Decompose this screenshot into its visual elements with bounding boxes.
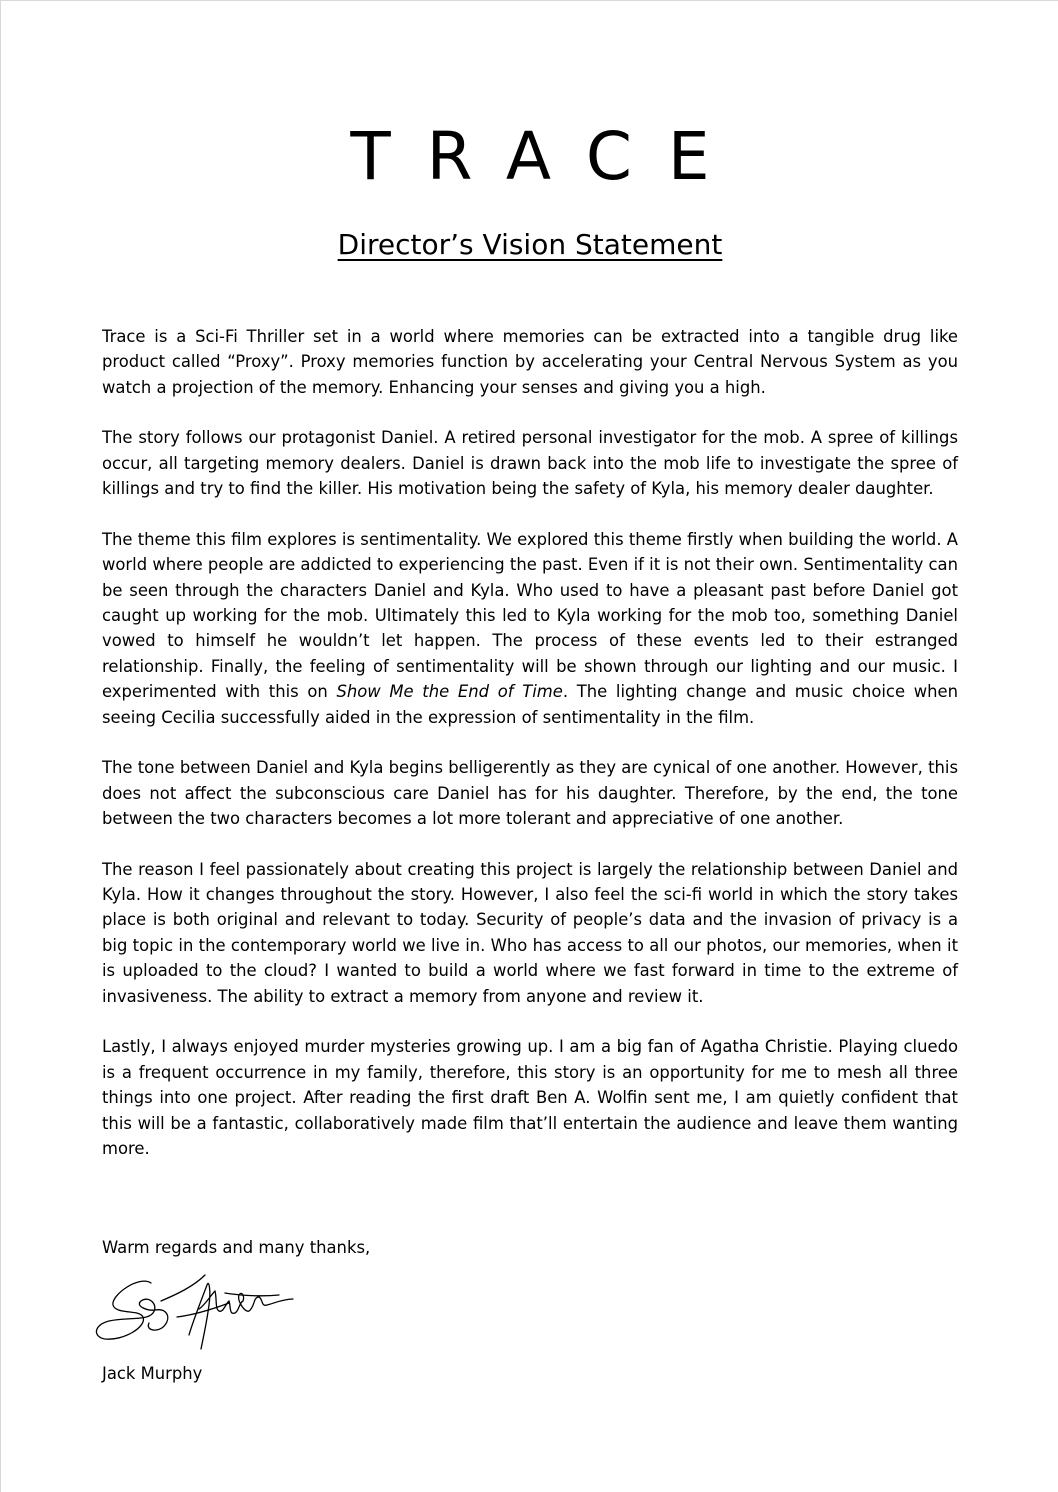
- document-subtitle-text: Director’s Vision Statement: [337, 228, 723, 261]
- paragraph-1-text: Trace is a Sci-Fi Thriller set in a world where memories can be extracted into a tangible drug like product called “Proxy”. Proxy memories function by accelerating your Central Nervous System as you watch a projection of the memory. Enhancing your senses and giving you a high.: [102, 327, 958, 397]
- paragraph-5: [102, 857, 958, 1009]
- film-title-reference: Show Me the End of Time: [336, 682, 563, 702]
- document-subtitle: [1, 225, 1058, 265]
- paragraph-4: [102, 755, 958, 831]
- document-title: TRACE: [350, 118, 746, 195]
- paragraph-2: [102, 425, 958, 501]
- paragraph-4-text: The tone between Daniel and Kyla begins belligerently as they are cynical of one another. However, this does not affect the subconscious care Daniel has for his daughter. Therefore, by the end, the tone between the two characters becomes a lot more tolerant and appreciative of one another.: [102, 758, 958, 829]
- paragraph-6-text: Lastly, I always enjoyed murder mysteries growing up. I am a big fan of Agatha Christie. Playing cluedo is a frequent occurrence in my family, therefore, this story is an opportunity for me to mesh all three things into one project. After reading the first draft Ben A. Wolfin sent me, I am quietly confident that this will be a fantastic, collaboratively made film that’ll entertain the audience and leave them wanting more.: [102, 1037, 958, 1158]
- paragraph-5-text: The reason I feel passionately about creating this project is largely the relationship between Daniel and Kyla. How it changes throughout the story. However, I also feel the sci-fi world in which the story takes place is both original and relevant to today. Security of people’s data and the invasion of privacy is a big topic in the contemporary world we live in. Who has access to all our photos, our memories, when it is uploaded to the cloud? I wanted to build a world where we fast forward in time to the extreme of invasiveness. The ability to extract a memory from anyone and review it.: [102, 859, 958, 1006]
- paragraph-3: [102, 527, 958, 730]
- paragraph-2-text: The story follows our protagonist Daniel. A retired personal investigator for the mob. A spree of killings occur, all targeting memory dealers. Daniel is drawn back into the mob life to investigate the spree of killings and try to find the killer. His motivation being the safety of Kyla, his memory dealer daughter.: [102, 428, 958, 499]
- paragraph-1: [102, 324, 958, 400]
- statement-body: [102, 324, 958, 1187]
- paragraph-3-text-before: The theme this film explores is sentimentality. We explored this theme firstly when building the world. A world where people are addicted to experiencing the past. Even if it is not their own. Sentimentality can be seen through the characters Daniel and Kyla. Who used to have a pleasant past before Daniel got caught up working for the mob. Ultimately this led to Kyla working for the mob too, something Daniel vowed to himself he wouldn’t let happen. The process of these events led to their estranged relationship. Finally, the feeling of sentimentality will be shown through our lighting and our music. I experimented with this on: [102, 529, 958, 702]
- paragraph-3-text-after: . The lighting change and music choice when seeing Cecilia successfully aided in the expression of sentimentality in the film.: [102, 682, 958, 727]
- signer-name: Jack Murphy: [102, 1364, 203, 1383]
- paragraph-6: [102, 1034, 958, 1161]
- closing-line: Warm regards and many thanks,: [102, 1238, 371, 1257]
- signature-icon: [89, 1265, 304, 1351]
